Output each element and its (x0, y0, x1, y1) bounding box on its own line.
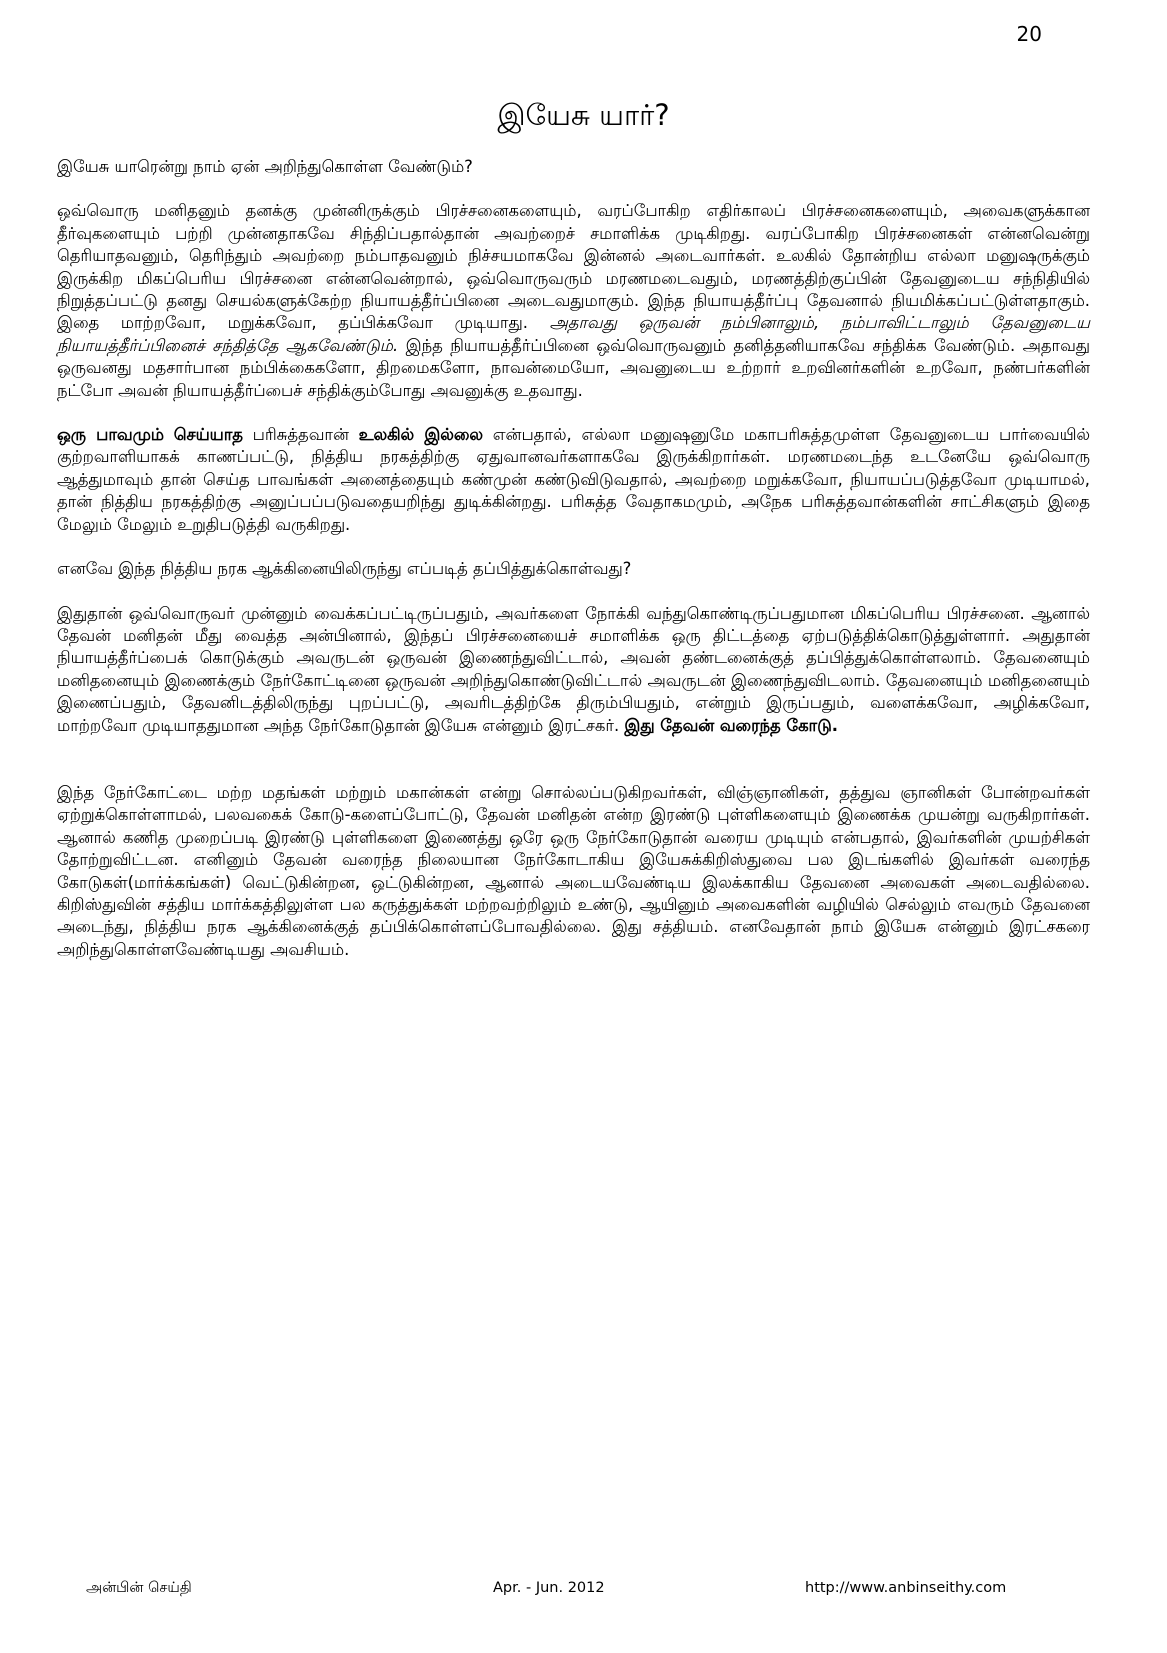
paragraph-3-bold: இது தேவன் வரைந்த கோடு. (624, 715, 838, 735)
paragraph-2-bold-2: செய்யாத (173, 425, 243, 445)
paragraph-2-text-2: பரிசுத்தவான் (242, 425, 359, 445)
question-heading: இயேசு யாரென்று நாம் ஏன் அறிந்துகொள்ள வேண்டும்? (57, 157, 473, 176)
footer-website-link[interactable]: http://www.anbinseithy.com (805, 1580, 1007, 1596)
footer-publication: அன்பின் செய்தி (86, 1580, 192, 1596)
paragraph-3-text: இதுதான் ஒவ்வொருவர் முன்னும் வைக்கப்பட்டிருப்பதும், அவர்களை நோக்கி வந்துகொண்டிருப்பதுமான மிகப்பெரிய பிரச்சனை. ஆனால் தேவன் மனிதன் மீது வைத்த அன்பினால், இந்தப் பிரச்சனையைச் சமாளிக்க ஒரு திட்டத்தை ஏற்படுத்திக்கொடுத்துள்ளார். அதுதான் நியாயத்தீர்ப்பைக் கொடுக்கும் அவருடன் ஒருவன் இணைந்துவிட்டால், அவன் தண்டனைக்குத் தப்பித்துக்கொள்ளலாம். தேவனையும் மனிதனையும் இணைக்கும் நேர்கோட்டினை ஒருவன் அறிந்துகொண்டுவிட்டால் அவருடன் இணைந்துவிடலாம். தேவனையும் மனிதனையும் இணைப்பதும், தேவனிடத்திலிருந்து புறப்பட்டு, அவரிடத்திற்கே திரும்பியதும், என்றும் இருப்பதும், வளைக்கவோ, அழிக்கவோ, மாற்றவோ முடியாததுமான அந்த நேர்கோடுதான் இயேசு என்னும் இரட்சகர். (57, 603, 1090, 735)
paragraph-1-italic: அதாவது ஒருவன் நம்பினாலும், நம்பாவிட்டாலும் தேவனுடைய நியாயத்தீர்ப்பினைச் சந்தித்தே ஆகவேண்டும். (57, 313, 1090, 355)
paragraph-1-text-a: ஒவ்வொரு மனிதனும் தனக்கு முன்னிருக்கும் பிரச்சனைகளையும், வரப்போகிற எதிர்காலப் பிரச்சனைகளையும், அவைகளுக்கான தீர்வுகளையும் பற்றி முன்னதாகவே சிந்திப்பதால்தான் அவற்றைச் சமாளிக்க முடிகிறது. வரப்போகிற பிரச்சனைகள் என்னவென்று தெரியாதவனும், தெரிந்தும் அவற்றை நம்பாதவனும் நிச்சயமாகவே இன்னல் அடைவார்கள். உலகில் தோன்றிய எல்லா மனுஷருக்கும் இருக்கிற மிகப்பெரிய பிரச்சனை என்னவென்றால், ஒவ்வொருவரும் மரணமடைவதும், மரணத்திற்குப்பின் தேவனுடைய சந்நிதியில் நிறுத்தப்பட்டு தனது செயல்களுக்கேற்ற நியாயத்தீர்ப்பினை அடைவதுமாகும். இந்த நியாயத்தீர்ப்பு தேவனால் நியமிக்கப்பட்டுள்ளதாகும். இதை மாற்றவோ, மறுக்கவோ, தப்பிக்கவோ முடியாது. (57, 201, 1090, 333)
paragraph-2-text-3: என்பதால், எல்லா மனுஷனுமே மகாபரிசுத்தமுள்ள தேவனுடைய பார்வையில் குற்றவாளியாகக் காணப்பட்டு, நித்திய நரகத்திற்கு ஏதுவானவர்களாகவே இருக்கிறார்கள். மரணமடைந்த உடனேயே ஒவ்வொரு ஆத்துமாவும் தான் செய்த பாவங்கள் அனைத்தையும் கண்முன் கண்டுவிடுவதால், அவற்றை மறுக்கவோ, நியாயப்படுத்தவோ முடியாமல், தான் நித்திய நரகத்திற்கு அனுப்பப்படுவதையறிந்து துடிக்கின்றது. பரிசுத்த வேதாகமமும், அநேக பரிசுத்தவான்களின் சாட்சிகளும் இதை மேலும் மேலும் உறுதிபடுத்தி வருகிறது. (57, 425, 1090, 534)
paragraph-1-text-b: இந்த நியாயத்தீர்ப்பினை ஒவ்வொருவனும் தனித்தனியாகவே சந்திக்க வேண்டும். அதாவது ஒருவனது மதசார்பான நம்பிக்கைகளோ, திறமைகளோ, நாவன்மையோ, அவனுடைய உற்றார் உறவினர்களின் உறவோ, நண்பர்களின் நட்போ அவன் நியாயத்தீர்ப்பைச் சந்திக்கும்போது அவனுக்கு உதவாது. (57, 335, 1090, 400)
paragraph-2-text-1 (164, 425, 174, 444)
page-footer (0, 1580, 1167, 1604)
paragraph-1 (57, 200, 1090, 402)
paragraph-4: இந்த நேர்கோட்டை மற்ற மதங்கள் மற்றும் மகான்கள் என்று சொல்லப்படுகிறவர்கள், விஞ்ஞானிகள், தத்துவ ஞானிகள் போன்றவர்கள் ஏற்றுக்கொள்ளாமல், பலவகைக் கோடு-களைப்போட்டு, தேவன் மனிதன் என்ற இரண்டு புள்ளிகளையும் இணைக்க முயன்று வருகிறார்கள். ஆனால் கணித முறைப்படி இரண்டு புள்ளிகளை இணைத்து ஒரே ஒரு நேர்கோடுதான் வரைய முடியும் என்பதால், இவர்களின் முயற்சிகள் தோற்றுவிட்டன. எனினும் தேவன் வரைந்த நிலையான நேர்கோடாகிய இயேசுக்கிறிஸ்துவை பல இடங்களில் இவர்கள் வரைந்த கோடுகள்(மார்க்கங்கள்) வெட்டுகின்றன, ஒட்டுகின்றன, ஆனால் அடையவேண்டிய இலக்காகிய தேவனை அவைகள் அடைவதில்லை. கிறிஸ்துவின் சத்திய மார்க்கத்திலுள்ள பல கருத்துக்கள் மற்றவற்றிலும் உண்டு, ஆயினும் அவைகளின் வழியில் செல்லும் எவரும் தேவனை அடைந்து, நித்திய நரக ஆக்கினைக்குத் தப்பிக்கொள்ளப்போவதில்லை. இது சத்தியம். எனவேதான் நாம் இயேசு என்னும் இரட்சகரை அறிந்துகொள்ளவேண்டியது அவசியம். (57, 782, 1090, 959)
paragraph-2 (57, 424, 1090, 536)
paragraph-2-bold-1: ஒரு பாவமும் (57, 425, 164, 445)
article-body (57, 156, 1090, 961)
paragraph-3 (57, 603, 1090, 737)
page-title: இயேசு யார்? (497, 98, 670, 132)
page-number: 20 (1016, 22, 1042, 46)
question-heading-2: எனவே இந்த நித்திய நரக ஆக்கினையிலிருந்து எப்படித் தப்பித்துக்கொள்வது? (57, 559, 632, 579)
footer-issue-date: Apr. - Jun. 2012 (493, 1580, 605, 1596)
paragraph-2-bold-3: உலகில் இல்லை (358, 425, 484, 445)
